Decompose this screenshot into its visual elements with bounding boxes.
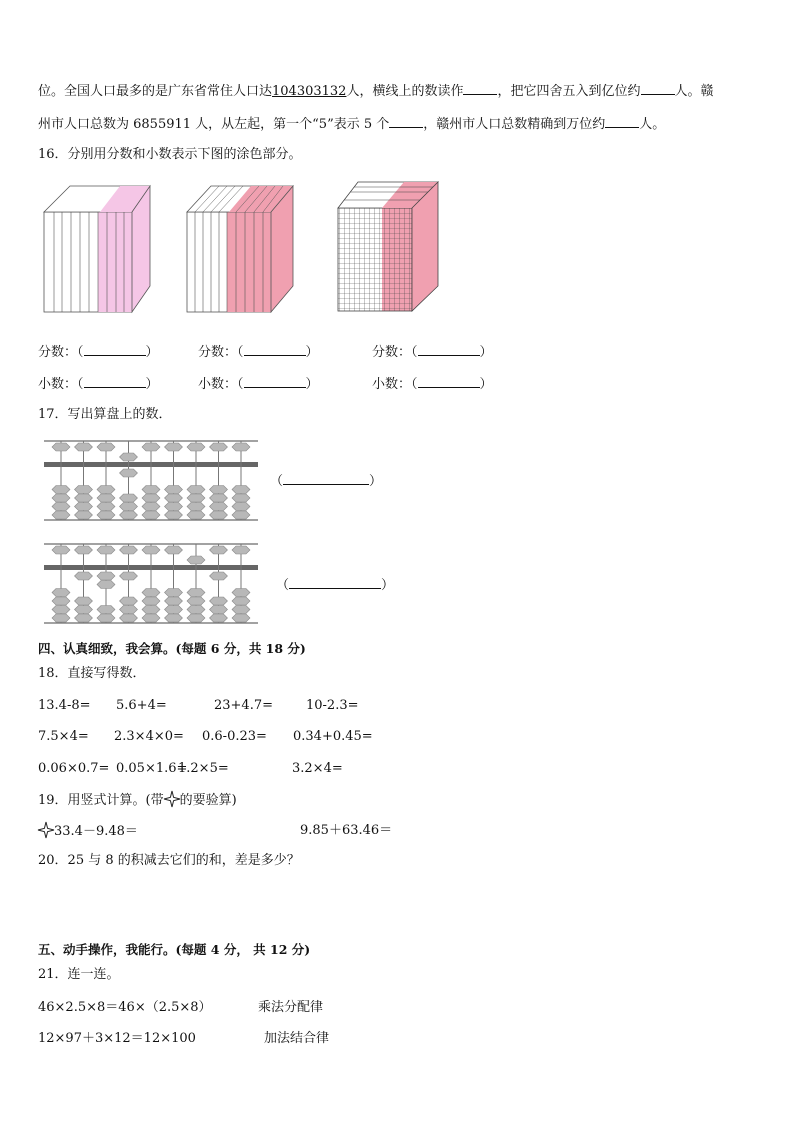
strip-front bbox=[44, 212, 132, 312]
fraction-answer-1: 分数：（ ） bbox=[38, 345, 159, 360]
calc-item: 2.3×4×0= bbox=[114, 729, 184, 744]
abacus-bead bbox=[97, 443, 115, 451]
section-4-title: 四、认真细致，我会算。(每题 6 分，共 18 分) bbox=[38, 641, 306, 656]
fraction-answer-3: 分数：（ ） bbox=[372, 345, 493, 360]
abacus-bead bbox=[232, 546, 250, 554]
q15-text: 位。全国人口最多的是广东省常住人口达 bbox=[38, 84, 273, 99]
calc-item: 0.6-0.23= bbox=[202, 729, 267, 744]
q18-stem: 18．直接写得数． bbox=[38, 666, 146, 681]
abacus-bead bbox=[232, 589, 250, 597]
abacus-bead bbox=[97, 572, 115, 580]
calc-item: 0.34+0.45= bbox=[293, 729, 373, 744]
abacus-bead bbox=[142, 606, 160, 614]
abacus-bead bbox=[187, 606, 205, 614]
q15-text: 人。赣 bbox=[674, 84, 714, 99]
answer-blank[interactable] bbox=[389, 115, 423, 128]
abacus-bead bbox=[187, 511, 205, 519]
abacus-bead bbox=[165, 486, 183, 494]
answer-blank[interactable] bbox=[605, 115, 639, 128]
q19-item-b: 9.85＋63.46＝ bbox=[300, 823, 393, 838]
abacus-bead bbox=[142, 614, 160, 622]
abacus-bead bbox=[232, 503, 250, 511]
answer-blank[interactable] bbox=[289, 576, 381, 589]
abacus-bead bbox=[210, 546, 228, 554]
abacus-bead bbox=[52, 486, 70, 494]
abacus-bead bbox=[165, 494, 183, 502]
abacus-bead bbox=[97, 606, 115, 614]
abacus-bead bbox=[232, 597, 250, 605]
abacus-bead bbox=[187, 597, 205, 605]
abacus-bead bbox=[52, 589, 70, 597]
abacus-bead bbox=[165, 546, 183, 554]
abacus-bead bbox=[52, 511, 70, 519]
answer-blank[interactable] bbox=[244, 375, 306, 388]
abacus-bead bbox=[120, 494, 138, 502]
abacus-bead bbox=[75, 503, 93, 511]
abacus-bead bbox=[120, 511, 138, 519]
abacus-bead bbox=[52, 503, 70, 511]
abacus-bead bbox=[75, 546, 93, 554]
abacus-bead bbox=[165, 614, 183, 622]
abacus-bead bbox=[142, 503, 160, 511]
abacus-bead bbox=[142, 494, 160, 502]
abacus-bead bbox=[210, 494, 228, 502]
q15-text: ，把它四舍五入到亿位约 bbox=[497, 84, 641, 99]
abacus-bead bbox=[75, 572, 93, 580]
abacus-bead bbox=[52, 597, 70, 605]
abacus-bead bbox=[142, 589, 160, 597]
abacus-bead bbox=[120, 606, 138, 614]
abacus-bead bbox=[75, 614, 93, 622]
abacus-bead bbox=[120, 546, 138, 554]
abacus-bead bbox=[97, 546, 115, 554]
abacus-answer-1: （ ） bbox=[270, 474, 383, 489]
abacus-bead bbox=[97, 511, 115, 519]
calc-item: 13.4-8= bbox=[38, 698, 91, 713]
star-icon bbox=[38, 822, 54, 838]
answer-blank[interactable] bbox=[84, 343, 146, 356]
q15-text: 州市人口总数为 6855911 人，从左起，第一个“5”表示 5 个 bbox=[38, 117, 390, 132]
abacus-bead bbox=[97, 581, 115, 589]
abacus-2 bbox=[44, 543, 260, 625]
abacus-bead bbox=[97, 486, 115, 494]
q15-text: 人，横线上的数读作 bbox=[346, 84, 464, 99]
q20-stem: 20．25 与 8 的积减去它们的和，差是多少？ bbox=[38, 853, 300, 868]
match-equation-2[interactable]: 12×97＋3×12＝12×100 bbox=[38, 1031, 196, 1046]
abacus-bead bbox=[187, 589, 205, 597]
abacus-bead bbox=[120, 614, 138, 622]
abacus-bead bbox=[120, 503, 138, 511]
answer-blank[interactable] bbox=[418, 375, 480, 388]
abacus-bead bbox=[142, 597, 160, 605]
abacus-bead bbox=[75, 486, 93, 494]
answer-blank[interactable] bbox=[84, 375, 146, 388]
match-law-1[interactable]: 乘法分配律 bbox=[258, 1000, 324, 1015]
calc-item: 0.06×0.7= bbox=[38, 761, 110, 776]
abacus-bead bbox=[165, 606, 183, 614]
abacus-bead bbox=[187, 494, 205, 502]
abacus-bead bbox=[120, 453, 138, 461]
q15-text: 人。 bbox=[639, 117, 666, 132]
match-equation-1[interactable]: 46×2.5×8＝46×（2.5×8） bbox=[38, 1000, 212, 1015]
abacus-bead bbox=[52, 494, 70, 502]
decimal-answer-1: 小数：（ ） bbox=[38, 377, 159, 392]
decimal-answer-2: 小数：（ ） bbox=[198, 377, 319, 392]
answer-blank[interactable] bbox=[641, 82, 675, 95]
decimal-answer-3: 小数：（ ） bbox=[372, 377, 493, 392]
abacus-bead bbox=[210, 572, 228, 580]
abacus-bead bbox=[165, 589, 183, 597]
section-5-title: 五、动手操作，我能行。(每题 4 分， 共 12 分) bbox=[38, 942, 311, 957]
abacus-bead bbox=[142, 486, 160, 494]
abacus-bead bbox=[75, 606, 93, 614]
answer-blank[interactable] bbox=[283, 472, 369, 485]
abacus-bead bbox=[187, 486, 205, 494]
abacus-bead bbox=[210, 486, 228, 494]
abacus-bead bbox=[187, 443, 205, 451]
q19-item-a: 33.4－9.48＝ bbox=[38, 822, 138, 841]
abacus-bead bbox=[232, 511, 250, 519]
abacus-bead bbox=[165, 443, 183, 451]
answer-blank[interactable] bbox=[418, 343, 480, 356]
abacus-bead bbox=[52, 443, 70, 451]
abacus-bead bbox=[210, 597, 228, 605]
q17-stem: 17．写出算盘上的数． bbox=[38, 407, 172, 422]
abacus-bead bbox=[187, 503, 205, 511]
calc-item: 1.2×5= bbox=[178, 761, 229, 776]
abacus-bead bbox=[232, 486, 250, 494]
abacus-bead bbox=[232, 606, 250, 614]
match-law-2[interactable]: 加法结合律 bbox=[264, 1031, 330, 1046]
abacus-bead bbox=[97, 503, 115, 511]
strips-figure-2 bbox=[183, 182, 298, 317]
abacus-bead bbox=[75, 494, 93, 502]
abacus-bead bbox=[75, 511, 93, 519]
q15-text: ，赣州市人口总数精确到万位约 bbox=[423, 117, 606, 132]
fraction-answer-2: 分数：（ ） bbox=[198, 345, 319, 360]
q21-stem: 21．连一连。 bbox=[38, 967, 120, 982]
population-number: 104303132 bbox=[272, 84, 347, 99]
abacus-bead bbox=[142, 546, 160, 554]
q19-stem: 19．用竖式计算。(带 的要验算) bbox=[38, 793, 237, 808]
calc-item: 10-2.3= bbox=[306, 698, 359, 713]
abacus-1 bbox=[44, 440, 260, 522]
abacus-bead bbox=[232, 494, 250, 502]
answer-blank[interactable] bbox=[463, 82, 497, 95]
q16-stem: 16．分别用分数和小数表示下图的涂色部分。 bbox=[38, 147, 302, 162]
abacus-bead bbox=[187, 556, 205, 564]
q15-line-2 bbox=[38, 115, 665, 134]
abacus-bead bbox=[52, 546, 70, 554]
q15-line-1 bbox=[38, 82, 714, 101]
abacus-bead bbox=[97, 494, 115, 502]
abacus-bead bbox=[142, 511, 160, 519]
abacus-bead bbox=[165, 503, 183, 511]
abacus-bead bbox=[75, 597, 93, 605]
calc-item: 7.5×4= bbox=[38, 729, 89, 744]
abacus-bead bbox=[210, 511, 228, 519]
star-icon bbox=[164, 791, 180, 807]
abacus-bead bbox=[210, 614, 228, 622]
abacus-bead bbox=[52, 606, 70, 614]
abacus-bead bbox=[75, 443, 93, 451]
calc-item: 0.05×1.6= bbox=[116, 761, 188, 776]
answer-blank[interactable] bbox=[244, 343, 306, 356]
abacus-bead bbox=[210, 503, 228, 511]
abacus-bead bbox=[187, 614, 205, 622]
calc-item: 3.2×4= bbox=[292, 761, 343, 776]
strips-figure-1 bbox=[40, 182, 155, 317]
abacus-bead bbox=[120, 469, 138, 477]
calc-item: 5.6+4= bbox=[116, 698, 167, 713]
abacus-bead bbox=[165, 511, 183, 519]
abacus-bead bbox=[97, 614, 115, 622]
abacus-bead bbox=[120, 572, 138, 580]
abacus-bead bbox=[232, 614, 250, 622]
abacus-answer-2: （ ） bbox=[276, 578, 395, 593]
abacus-bead bbox=[52, 614, 70, 622]
abacus-bead bbox=[120, 597, 138, 605]
abacus-bead bbox=[232, 443, 250, 451]
abacus-bead bbox=[165, 597, 183, 605]
abacus-bead bbox=[142, 443, 160, 451]
abacus-bead bbox=[210, 606, 228, 614]
abacus-bead bbox=[210, 443, 228, 451]
calc-item: 23+4.7= bbox=[214, 698, 274, 713]
grid-cube-figure bbox=[334, 178, 444, 318]
